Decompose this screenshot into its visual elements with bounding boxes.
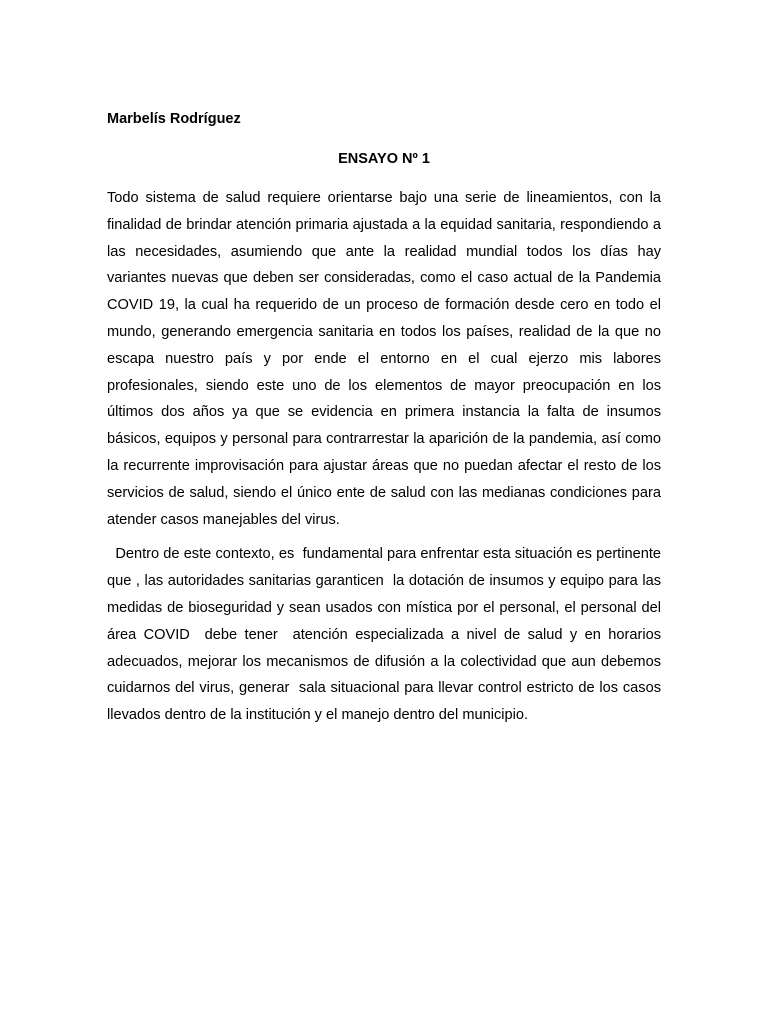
document-page [107, 109, 666, 729]
author-name: Marbelís Rodríguez [107, 111, 241, 127]
paragraph-2: Dentro de este contexto, es fundamental para enfrentar esta situación es pertinente que , las autoridades sanitarias garanticen la dotación de insumos y equipo para las medidas de bioseguridad y sean usados con mística por el personal, el personal del área COVID debe tener atención especializada a nivel de salud y en horarios adecuados, mejorar los mecanismos de difusión a la colectividad que aun debemos cuidarnos del virus, generar sala situacional para llevar control estricto de los casos llevados dentro de la institución y el manejo dentro del municipio. [107, 546, 666, 724]
document-title: ENSAYO Nº 1 [338, 151, 430, 167]
paragraph-1: Todo sistema de salud requiere orientarse bajo una serie de lineamientos, con la finalidad de brindar atención primaria ajustada a la equidad sanitaria, respondiendo a las necesidades, asumiendo que ante la realidad mundial todos los días hay variantes nuevas que deben ser consideradas, como el caso actual de la Pandemia COVID 19, la cual ha requerido de un proceso de formación desde cero en todo el mundo, generando emergencia sanitaria en todos los países, realidad de la que no escapa nuestro país y por ende el entorno en el cual ejerzo mis labores profesionales, siendo este uno de los elementos de mayor preocupación en los últimos dos años ya que se evidencia en primera instancia la falta de insumos básicos, equipos y personal para contrarrestar la aparición de la pandemia, así como la recurrente improvisación para ajustar áreas que no puedan afectar el resto de los servicios de salud, siendo el único ente de salud con las medianas condiciones para atender casos manejables del virus. [107, 190, 666, 528]
